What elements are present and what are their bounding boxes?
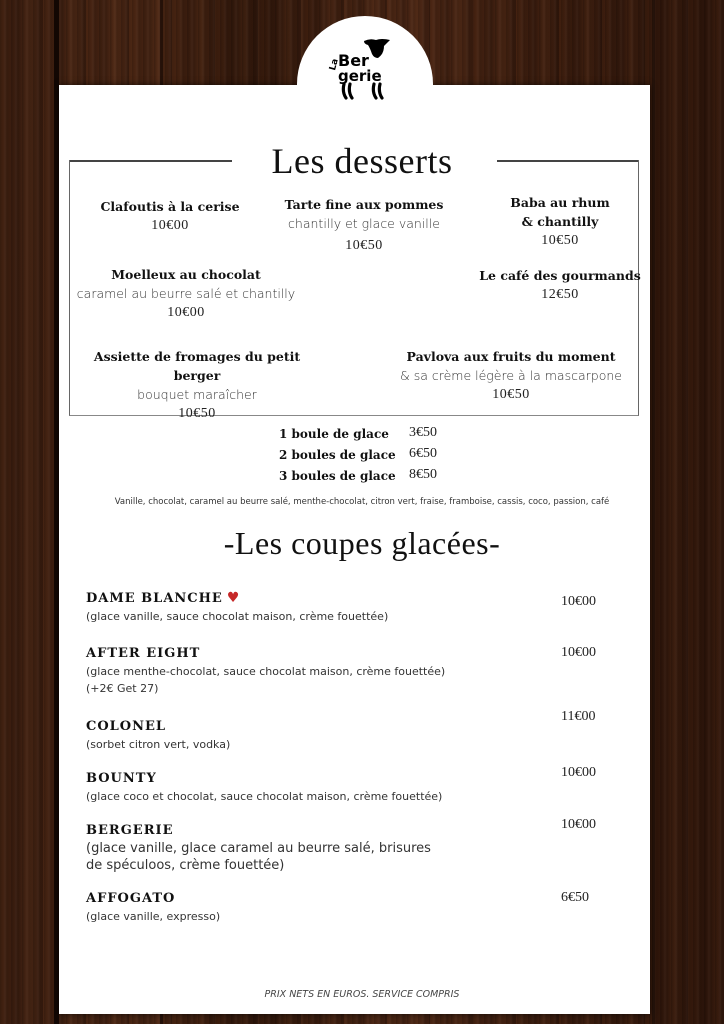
coupe-name: BERGERIE — [86, 823, 174, 838]
coupe-desc: (glace vanille, sauce chocolat maison, crème fouettée) — [86, 610, 389, 623]
coupes-title: -Les coupes glacées- — [223, 525, 501, 561]
scoop-row — [279, 448, 459, 468]
coupe-item — [86, 709, 626, 753]
svg-text:La: La — [328, 57, 341, 72]
coupe-desc: (glace vanille, expresso) — [86, 910, 221, 923]
sheep-icon — [326, 36, 406, 102]
dessert-item — [264, 195, 464, 255]
dessert-price: 10€00 — [151, 218, 189, 233]
coupe-desc: (glace coco et chocolat, sauce chocolat maison, crème fouettée) — [86, 790, 443, 803]
footer-note: PRIX NETS EN EUROS. SERVICE COMPRIS — [264, 989, 460, 1000]
coupe-name-text: DAME BLANCHE — [86, 591, 223, 606]
scoop-label: 2 boules de glace — [279, 448, 396, 462]
scoop-price: 8€50 — [409, 467, 437, 482]
dessert-price: 10€50 — [345, 238, 383, 253]
coupe-name: AFFOGATO — [86, 891, 176, 906]
coupe-price: 10€00 — [561, 594, 596, 609]
desserts-title: Les desserts — [271, 141, 453, 181]
scoop-price: 6€50 — [409, 446, 437, 461]
coupe-price: 6€50 — [561, 890, 589, 905]
coupe-name: BOUNTY — [86, 771, 157, 786]
coupe-price: 10€00 — [561, 645, 596, 660]
dessert-name: Le café des gourmands — [479, 268, 641, 283]
scoop-row — [279, 427, 459, 447]
dessert-name-line2: & chantilly — [521, 214, 599, 229]
coupe-desc: (glace vanille, glace caramel au beurre salé, brisures de spéculoos, crème fouettée) — [86, 841, 431, 873]
coupe-item — [86, 589, 626, 625]
coupe-name — [86, 589, 626, 608]
dessert-item — [490, 193, 630, 250]
coupe-item — [86, 817, 626, 874]
dessert-name: Clafoutis à la cerise — [100, 199, 240, 214]
heart-icon: ♥ — [226, 590, 240, 606]
coupe-item — [86, 890, 626, 925]
coupe-desc: (glace menthe-chocolat, sauce chocolat maison, crème fouettée) — [86, 665, 446, 678]
coupe-desc: (sorbet citron vert, vodka) — [86, 738, 231, 751]
coupe-name: COLONEL — [86, 719, 167, 734]
dessert-name: Pavlova aux fruits du moment — [406, 349, 616, 364]
coupe-price: 10€00 — [561, 765, 596, 780]
scoop-price: 3€50 — [409, 425, 437, 440]
coupe-name: AFTER EIGHT — [86, 646, 201, 661]
dessert-price: 10€50 — [492, 387, 530, 402]
coupe-price: 10€00 — [561, 817, 596, 832]
coupe-item — [86, 645, 626, 697]
dessert-price: 12€50 — [541, 287, 579, 302]
dessert-name: Baba au rhum — [510, 195, 610, 210]
brand-logo — [326, 36, 406, 102]
scoop-label: 3 boules de glace — [279, 469, 396, 483]
dessert-name: Moelleux au chocolat — [111, 267, 261, 282]
dessert-item — [72, 347, 322, 423]
dessert-price: 10€50 — [178, 406, 216, 421]
dessert-name: Tarte fine aux pommes — [284, 197, 444, 212]
svg-text:gerie: gerie — [338, 67, 382, 85]
flavours-list: Vanille, chocolat, caramel au beurre salé, menthe-chocolat, citron vert, fraise, framboise, cassis, coco, passion, café — [114, 497, 610, 507]
coupe-extra: (+2€ Get 27) — [86, 682, 159, 695]
dessert-desc: & sa crème légère à la mascarpone — [400, 368, 622, 383]
scoop-label: 1 boule de glace — [279, 427, 389, 441]
dessert-desc: chantilly et glace vanille — [288, 216, 440, 231]
svg-text:Ber: Ber — [338, 51, 369, 70]
coupe-item — [86, 765, 626, 805]
dessert-desc: bouquet maraîcher — [137, 387, 257, 402]
dessert-item — [460, 266, 660, 304]
dessert-item — [396, 347, 626, 404]
coupe-price: 11€00 — [561, 709, 596, 724]
dessert-item — [90, 197, 250, 235]
dessert-price: 10€00 — [167, 305, 205, 320]
dessert-item — [76, 265, 296, 322]
dessert-desc: caramel au beurre salé et chantilly — [76, 286, 296, 301]
dessert-price: 10€50 — [541, 233, 579, 248]
scoop-row — [279, 469, 459, 489]
dessert-name: Assiette de fromages du petit berger — [93, 349, 301, 383]
